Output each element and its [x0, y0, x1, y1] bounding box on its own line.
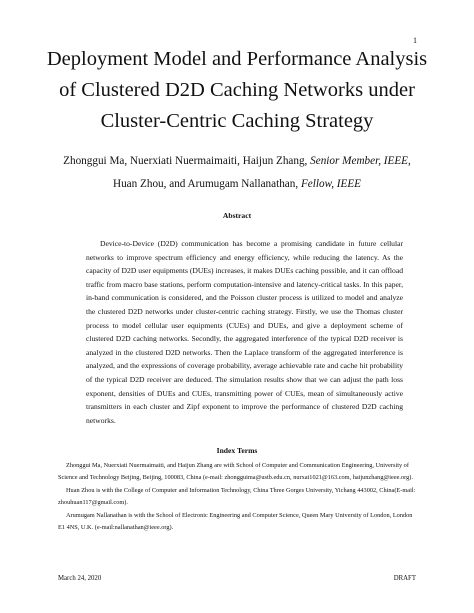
paper-title	[20, 44, 454, 137]
footer-date: March 24, 2020	[58, 575, 102, 582]
author-list	[20, 150, 454, 196]
page-number: 1	[413, 36, 417, 45]
author-line-2: Huan Zhou, and Arumugam Nallanathan, Fellow, IEEE	[112, 178, 362, 190]
footnote-affiliation-2: Huan Zhou is with the College of Computer and Information Technology, China Three Gorges University, Yichang 443002, China(E-mail: zhouhuan117@gmail.com).	[58, 487, 416, 506]
author-line-1: Zhonggui Ma, Nuerxiati Nuermaimaiti, Haijun Zhang, Senior Member, IEEE,	[63, 155, 411, 167]
author-footnotes	[58, 460, 418, 536]
title-line-3: Cluster-Centric Caching Strategy	[100, 110, 374, 132]
abstract-heading: Abstract	[222, 211, 252, 220]
footer-draft-label: DRAFT	[393, 575, 416, 582]
title-line-1: Deployment Model and Performance Analysis	[46, 48, 428, 70]
abstract-body: Device-to-Device (D2D) communication has become a promising candidate in future cellular networks to improve spectrum efficiency and energy efficiency, while reducing the latency. As the capacity of D2D user equipments (DUEs) increases, it makes DUEs caching possible, and it can offload traffic from macro base stations, perform computation-intensive and latency-critical tasks. In this paper, in-band communication is considered, and the Poisson cluster process is utilized to model and analyze the clustered D2D networks under cluster-centric caching strategy. Firstly, we use the Thomas cluster process to model cellular user equipments (CUEs) and DUEs, and give a deployment scheme of clustered D2D caching networks. Secondly, the aggregated interference of the typical D2D receiver is analyzed in the clustered D2D networks. Then the Laplace transform of the aggregated interference is analyzed, and the expressions of coverage probability, average achievable rate and cache hit probability of the typical D2D receiver are deduced. The simulation results show that we can adjust the path loss exponent, densities of DUEs and CUEs, transmitting power of CUEs, mean of simultaneously active transmitters in each cluster and Zipf exponent to improve the performance of clustered D2D caching networks.	[86, 239, 403, 425]
footnote-affiliation-3: Arumugam Nallanathan is with the School of Electronic Engineering and Computer Science, Queen Mary University of London, London E1 4NS, U.K. (e-mail:nallanathan@ieee.org).	[58, 512, 413, 531]
index-terms-heading: Index Terms	[216, 446, 258, 455]
footnote-affiliation-1: Zhonggui Ma, Nuerxiati Nuermaimaiti, and Haijun Zhang are with School of Computer and Communication Engineering, University of Science and Technology Beijing, Beijing, 100083, China (e-mail: zhongguima@ustb.edu.cn, nurxat1021@163.com, haijunzhang@ieee.org).	[58, 462, 413, 481]
title-line-2: of Clustered D2D Caching Networks under	[59, 79, 415, 101]
